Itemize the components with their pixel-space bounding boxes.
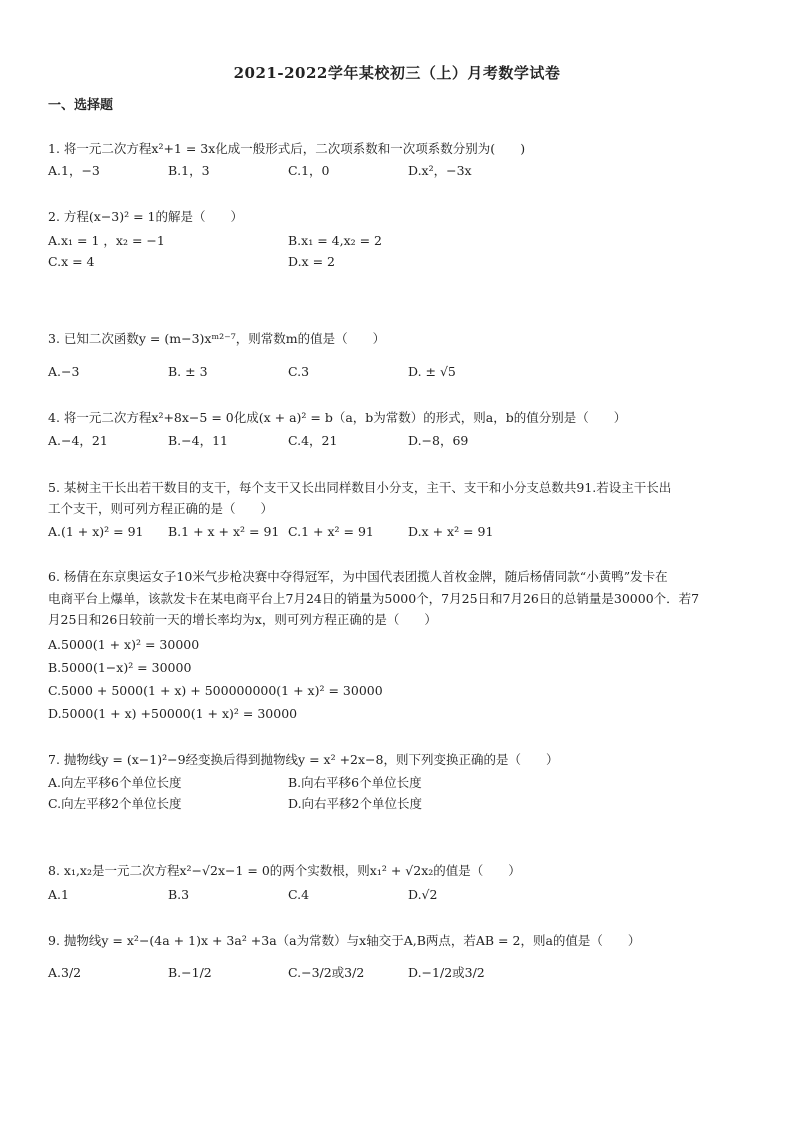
q1-option-b: B.1，3 <box>168 163 210 178</box>
question-5-stem-line1: 5. 某树主干长出若干数目的支干，每个支干又长出同样数目小分支，主干、支干和小分支总数共91.若设主干长出 <box>48 480 672 495</box>
q5-option-d: D.x + x² = 91 <box>408 524 494 539</box>
q2-option-a: A.x₁ = 1 ，x₂ = −1 <box>48 233 165 248</box>
q6-option-c: C.5000 + 5000(1 + x) + 500000000(1 + x)² = 30000 <box>48 683 383 698</box>
q2-option-d: D.x = 2 <box>288 254 335 269</box>
question-2-stem: 2. 方程(x−3)² = 1的解是（ ） <box>48 209 244 224</box>
q6-option-d: D.5000(1 + x) +50000(1 + x)² = 30000 <box>48 706 298 721</box>
question-6-stem-line2: 电商平台上爆单，该款发卡在某电商平台上7月24日的销量为5000个，7月25日和7月26日的总销量是30000个．若7 <box>48 591 700 606</box>
q9-option-b: B.−1/2 <box>168 965 212 980</box>
q8-option-c: C.4 <box>288 887 310 902</box>
question-2-options <box>48 230 608 272</box>
q3-option-c: C.3 <box>288 364 310 379</box>
question-1-stem: 1. 将一元二次方程x²+1 = 3x化成一般形式后，二次项系数和一次项系数分别为( ) <box>48 141 526 156</box>
q6-option-b: B.5000(1−x)² = 30000 <box>48 660 192 675</box>
section-heading: 一、选择题 <box>48 98 114 113</box>
question-3-stem: 3. 已知二次函数y = (m−3)xᵐ²⁻⁷，则常数m的值是（ ） <box>48 331 386 346</box>
q9-option-c: C.−3/2或3/2 <box>288 965 365 980</box>
q5-option-a: A.(1 + x)² = 91 <box>48 524 144 539</box>
q2-option-b: B.x₁ = 4,x₂ = 2 <box>288 233 383 248</box>
q4-option-c: C.4，21 <box>288 433 338 448</box>
question-5-stem-line2: 工个支干，则可列方程正确的是（ ） <box>48 501 274 516</box>
question-6-options <box>48 633 608 725</box>
question-9-options <box>48 962 608 984</box>
q8-option-b: B.3 <box>168 887 190 902</box>
question-9-stem: 9. 抛物线y = x²−(4a + 1)x + 3a² +3a（a为常数）与x轴交于A,B两点，若AB = 2，则a的值是（ ） <box>48 933 641 948</box>
q2-option-c: C.x = 4 <box>48 254 95 269</box>
question-3-options <box>48 361 608 383</box>
question-6-stem-line3: 月25日和26日较前一天的增长率均为x，则可列方程正确的是（ ） <box>48 612 437 627</box>
q8-option-d: D.√2 <box>408 887 438 902</box>
q7-option-c: C.向左平移2个单位长度 <box>48 796 182 811</box>
q9-option-d: D.−1/2或3/2 <box>408 965 485 980</box>
question-8-options <box>48 884 608 906</box>
q9-option-a: A.3/2 <box>48 965 82 980</box>
q3-option-d: D. ± √5 <box>408 364 456 379</box>
q7-option-b: B.向右平移6个单位长度 <box>288 775 422 790</box>
q3-option-a: A.−3 <box>48 364 80 379</box>
q4-option-d: D.−8，69 <box>408 433 469 448</box>
q1-option-d: D.x²，−3x <box>408 163 472 178</box>
question-4-options <box>48 430 608 452</box>
q6-option-a: A.5000(1 + x)² = 30000 <box>48 637 200 652</box>
question-1-options <box>48 160 608 182</box>
q4-option-b: B.−4，11 <box>168 433 228 448</box>
q8-option-a: A.1 <box>48 887 69 902</box>
q1-option-a: A.1，−3 <box>48 163 100 178</box>
page-title: 2021-2022学年某校初三（上）月考数学试卷 <box>233 64 561 82</box>
q1-option-c: C.1，0 <box>288 163 330 178</box>
q4-option-a: A.−4，21 <box>48 433 108 448</box>
question-5-options <box>48 521 608 543</box>
question-7-options <box>48 772 608 814</box>
q3-option-b: B. ± 3 <box>168 364 208 379</box>
question-7-stem: 7. 抛物线y = (x−1)²−9经变换后得到抛物线y = x² +2x−8，则下列变换正确的是（ ） <box>48 752 559 767</box>
q7-option-a: A.向左平移6个单位长度 <box>48 775 182 790</box>
q7-option-d: D.向右平移2个单位长度 <box>288 796 423 811</box>
question-4-stem: 4. 将一元二次方程x²+8x−5 = 0化成(x + a)² = b（a，b为常数）的形式，则a，b的值分别是（ ） <box>48 410 627 425</box>
question-8-stem: 8. x₁,x₂是一元二次方程x²−√2x−1 = 0的两个实数根，则x₁² + √2x₂的值是（ ） <box>48 863 521 878</box>
question-6-stem-line1: 6. 杨倩在东京奥运女子10米气步枪决赛中夺得冠军，为中国代表团揽人首枚金牌，随后杨倩同款“小黄鸭”发卡在 <box>48 569 668 584</box>
q5-option-b: B.1 + x + x² = 91 <box>168 524 280 539</box>
q5-option-c: C.1 + x² = 91 <box>288 524 374 539</box>
